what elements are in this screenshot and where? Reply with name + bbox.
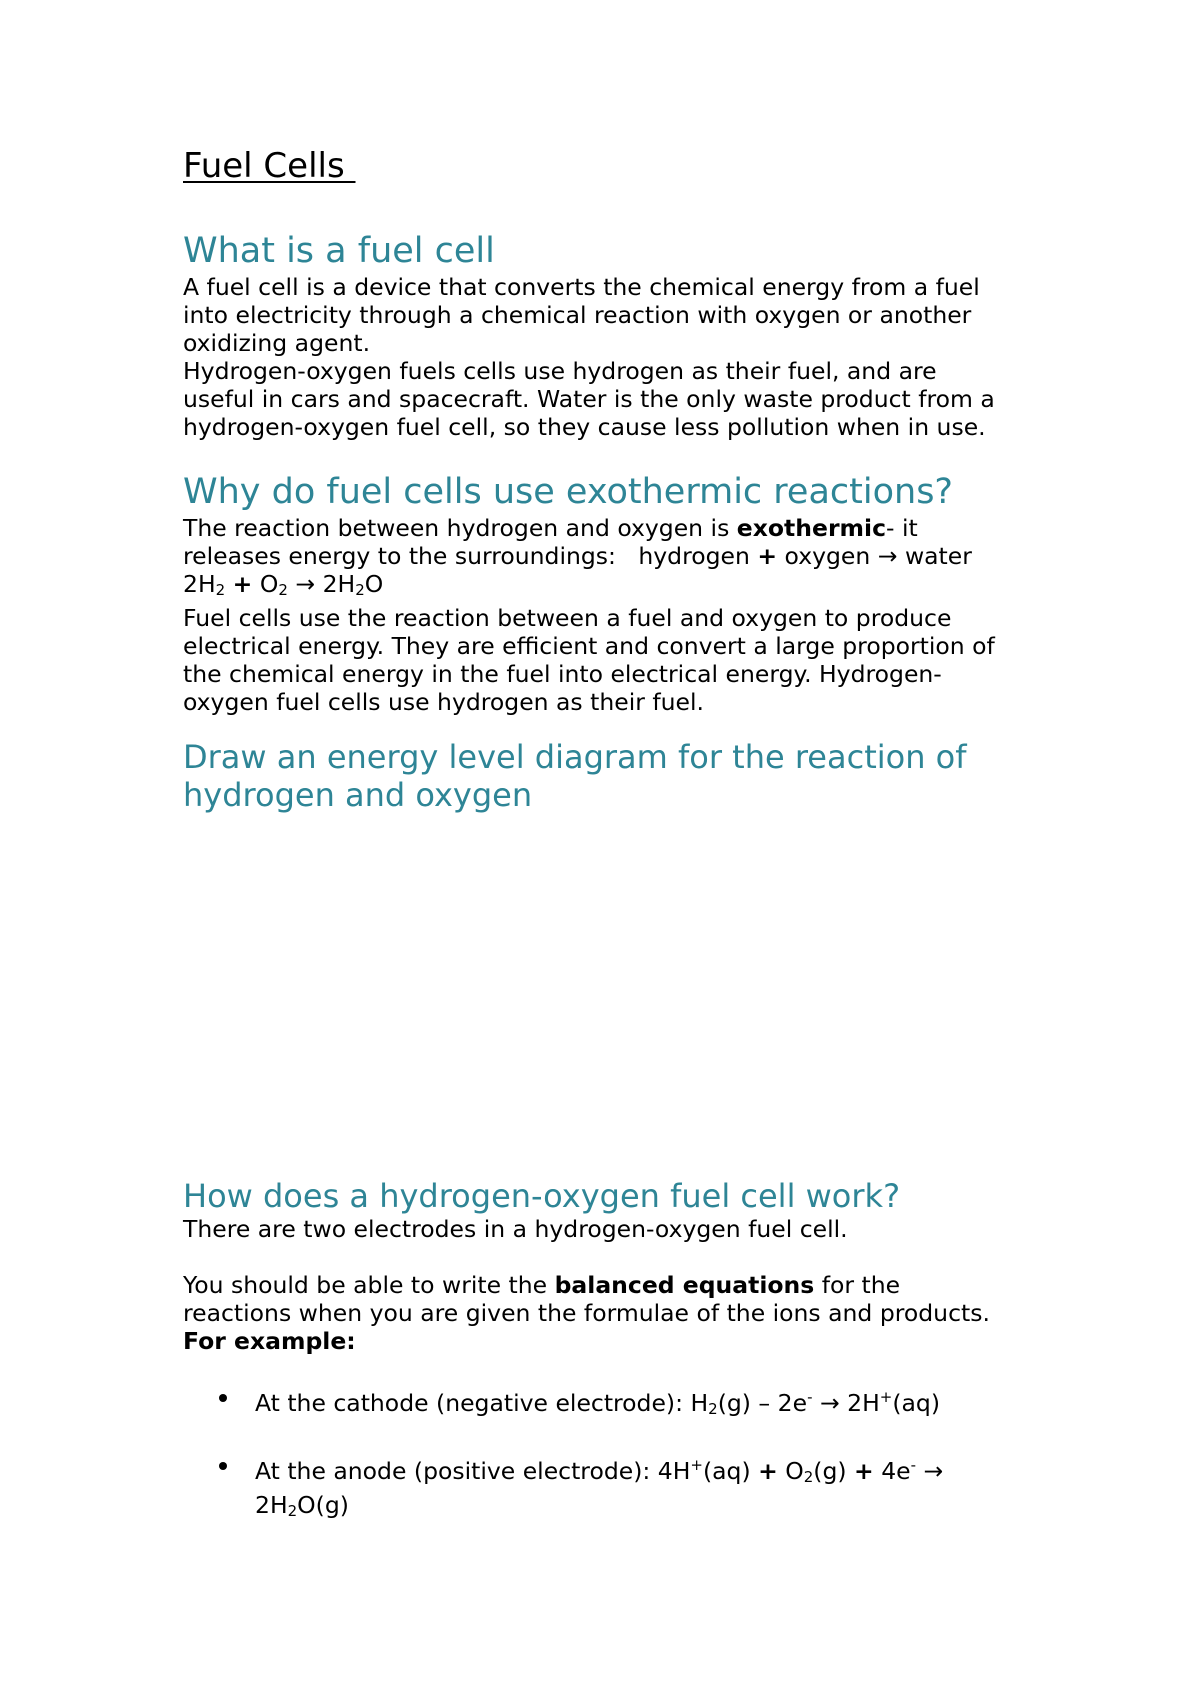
text-fragment: O(g) (297, 1491, 349, 1519)
text-line: oxygen fuel cells use hydrogen as their fuel. (183, 688, 704, 716)
heading-energy-level-diagram (183, 738, 967, 814)
subscript: 2 (278, 581, 288, 599)
bullet-icon (219, 1462, 227, 1470)
text-fragment: (g) – 2e (717, 1389, 808, 1417)
blank-line (183, 1243, 1043, 1271)
text-line: into electricity through a chemical reaction with oxygen or another (183, 301, 972, 329)
formula-part: 2H (183, 570, 216, 598)
cathode-equation (255, 1383, 1043, 1423)
text-fragment: oxygen (777, 542, 878, 570)
text-fragment: At the cathode (negative electrode): H (255, 1389, 709, 1417)
plus-sign: + (232, 570, 253, 598)
subscript: 2 (287, 1502, 298, 1520)
paragraph-what-is-a-fuel-cell (183, 273, 1043, 441)
paragraph-fuel-cell-works (183, 1215, 1043, 1355)
text-line: Fuel cells use the reaction between a fuel and oxygen to produce (183, 604, 952, 632)
blank-diagram-area (183, 820, 1043, 1150)
plus-sign: + (757, 542, 778, 570)
text-fragment: At the anode (positive electrode): 4H (255, 1457, 691, 1485)
heading-exothermic-reactions: Why do fuel cells use exothermic reactions? (183, 472, 953, 512)
formula-part: O (259, 570, 279, 598)
superscript: - (910, 1456, 917, 1474)
formula-part: 2H (322, 570, 356, 598)
plus-sign: + (854, 1457, 874, 1485)
text-line (183, 542, 1043, 570)
superscript: + (879, 1388, 893, 1406)
anode-equation-continued (255, 1491, 1043, 1525)
text-fragment: You should be able to write the (183, 1271, 555, 1299)
text-line: the chemical energy in the fuel into electrical energy. Hydrogen- (183, 660, 942, 688)
bold-term-exothermic: exothermic (736, 514, 887, 542)
text-fragment: water (897, 542, 972, 570)
heading-line: hydrogen and oxygen (183, 776, 533, 814)
text-line (183, 514, 1043, 542)
bullet-icon (219, 1394, 227, 1402)
text-fragment: The reaction between hydrogen and oxygen is (183, 514, 737, 542)
electrode-equations-list (183, 1383, 1043, 1525)
subscript: 2 (215, 581, 226, 599)
text-fragment: 2H (847, 1389, 880, 1417)
text-fragment: for the (814, 1271, 901, 1299)
text-line: oxidizing agent. (183, 329, 371, 357)
text-line (183, 1271, 1043, 1299)
text-fragment: (aq) (702, 1457, 759, 1485)
subscript: 2 (708, 1400, 718, 1418)
text-line: electrical energy. They are efficient and convert a large proportion of (183, 632, 995, 660)
bold-label: For example: (183, 1327, 356, 1355)
heading-what-is-a-fuel-cell: What is a fuel cell (183, 231, 495, 271)
list-item-cathode (183, 1383, 1043, 1423)
text-fragment: 2H (255, 1491, 288, 1519)
text-line: hydrogen-oxygen fuel cell, so they cause less pollution when in use. (183, 413, 986, 441)
text-line: Hydrogen-oxygen fuels cells use hydrogen as their fuel, and are (183, 357, 937, 385)
example-label (183, 1327, 1043, 1355)
subscript: 2 (803, 1468, 814, 1486)
text-line: There are two electrodes in a hydrogen-oxygen fuel cell. (183, 1215, 848, 1243)
text-fragment: O (777, 1457, 804, 1485)
list-item-anode (183, 1451, 1043, 1525)
text-line: reactions when you are given the formulae of the ions and products. (183, 1299, 990, 1327)
anode-equation (255, 1451, 1043, 1491)
paragraph-exothermic (183, 514, 1043, 716)
text-line: useful in cars and spacecraft. Water is the only waste product from a (183, 385, 995, 413)
arrow-symbol: → (916, 1457, 944, 1485)
superscript: + (690, 1456, 703, 1474)
heading-how-fuel-cell-works: How does a hydrogen-oxygen fuel cell work? (183, 1177, 901, 1215)
text-line: A fuel cell is a device that converts the chemical energy from a fuel (183, 273, 980, 301)
chemical-equation (183, 570, 1043, 604)
text-fragment: (g) (813, 1457, 855, 1485)
formula-part: O (364, 570, 384, 598)
text-fragment: (aq) (892, 1389, 940, 1417)
arrow-symbol: → (812, 1389, 848, 1417)
text-fragment: 4e (873, 1457, 911, 1485)
bold-term-balanced-equations: balanced equations (554, 1271, 815, 1299)
plus-sign: + (758, 1457, 778, 1485)
document-title: Fuel Cells (183, 146, 356, 186)
superscript: - (807, 1388, 813, 1406)
arrow-symbol: → (877, 542, 898, 570)
text-fragment: releases energy to the surroundings: hydrogen (183, 542, 758, 570)
text-fragment: - it (886, 514, 918, 542)
subscript: 2 (355, 581, 365, 599)
heading-line: Draw an energy level diagram for the reaction of (183, 738, 967, 776)
arrow-symbol: → (295, 570, 316, 598)
